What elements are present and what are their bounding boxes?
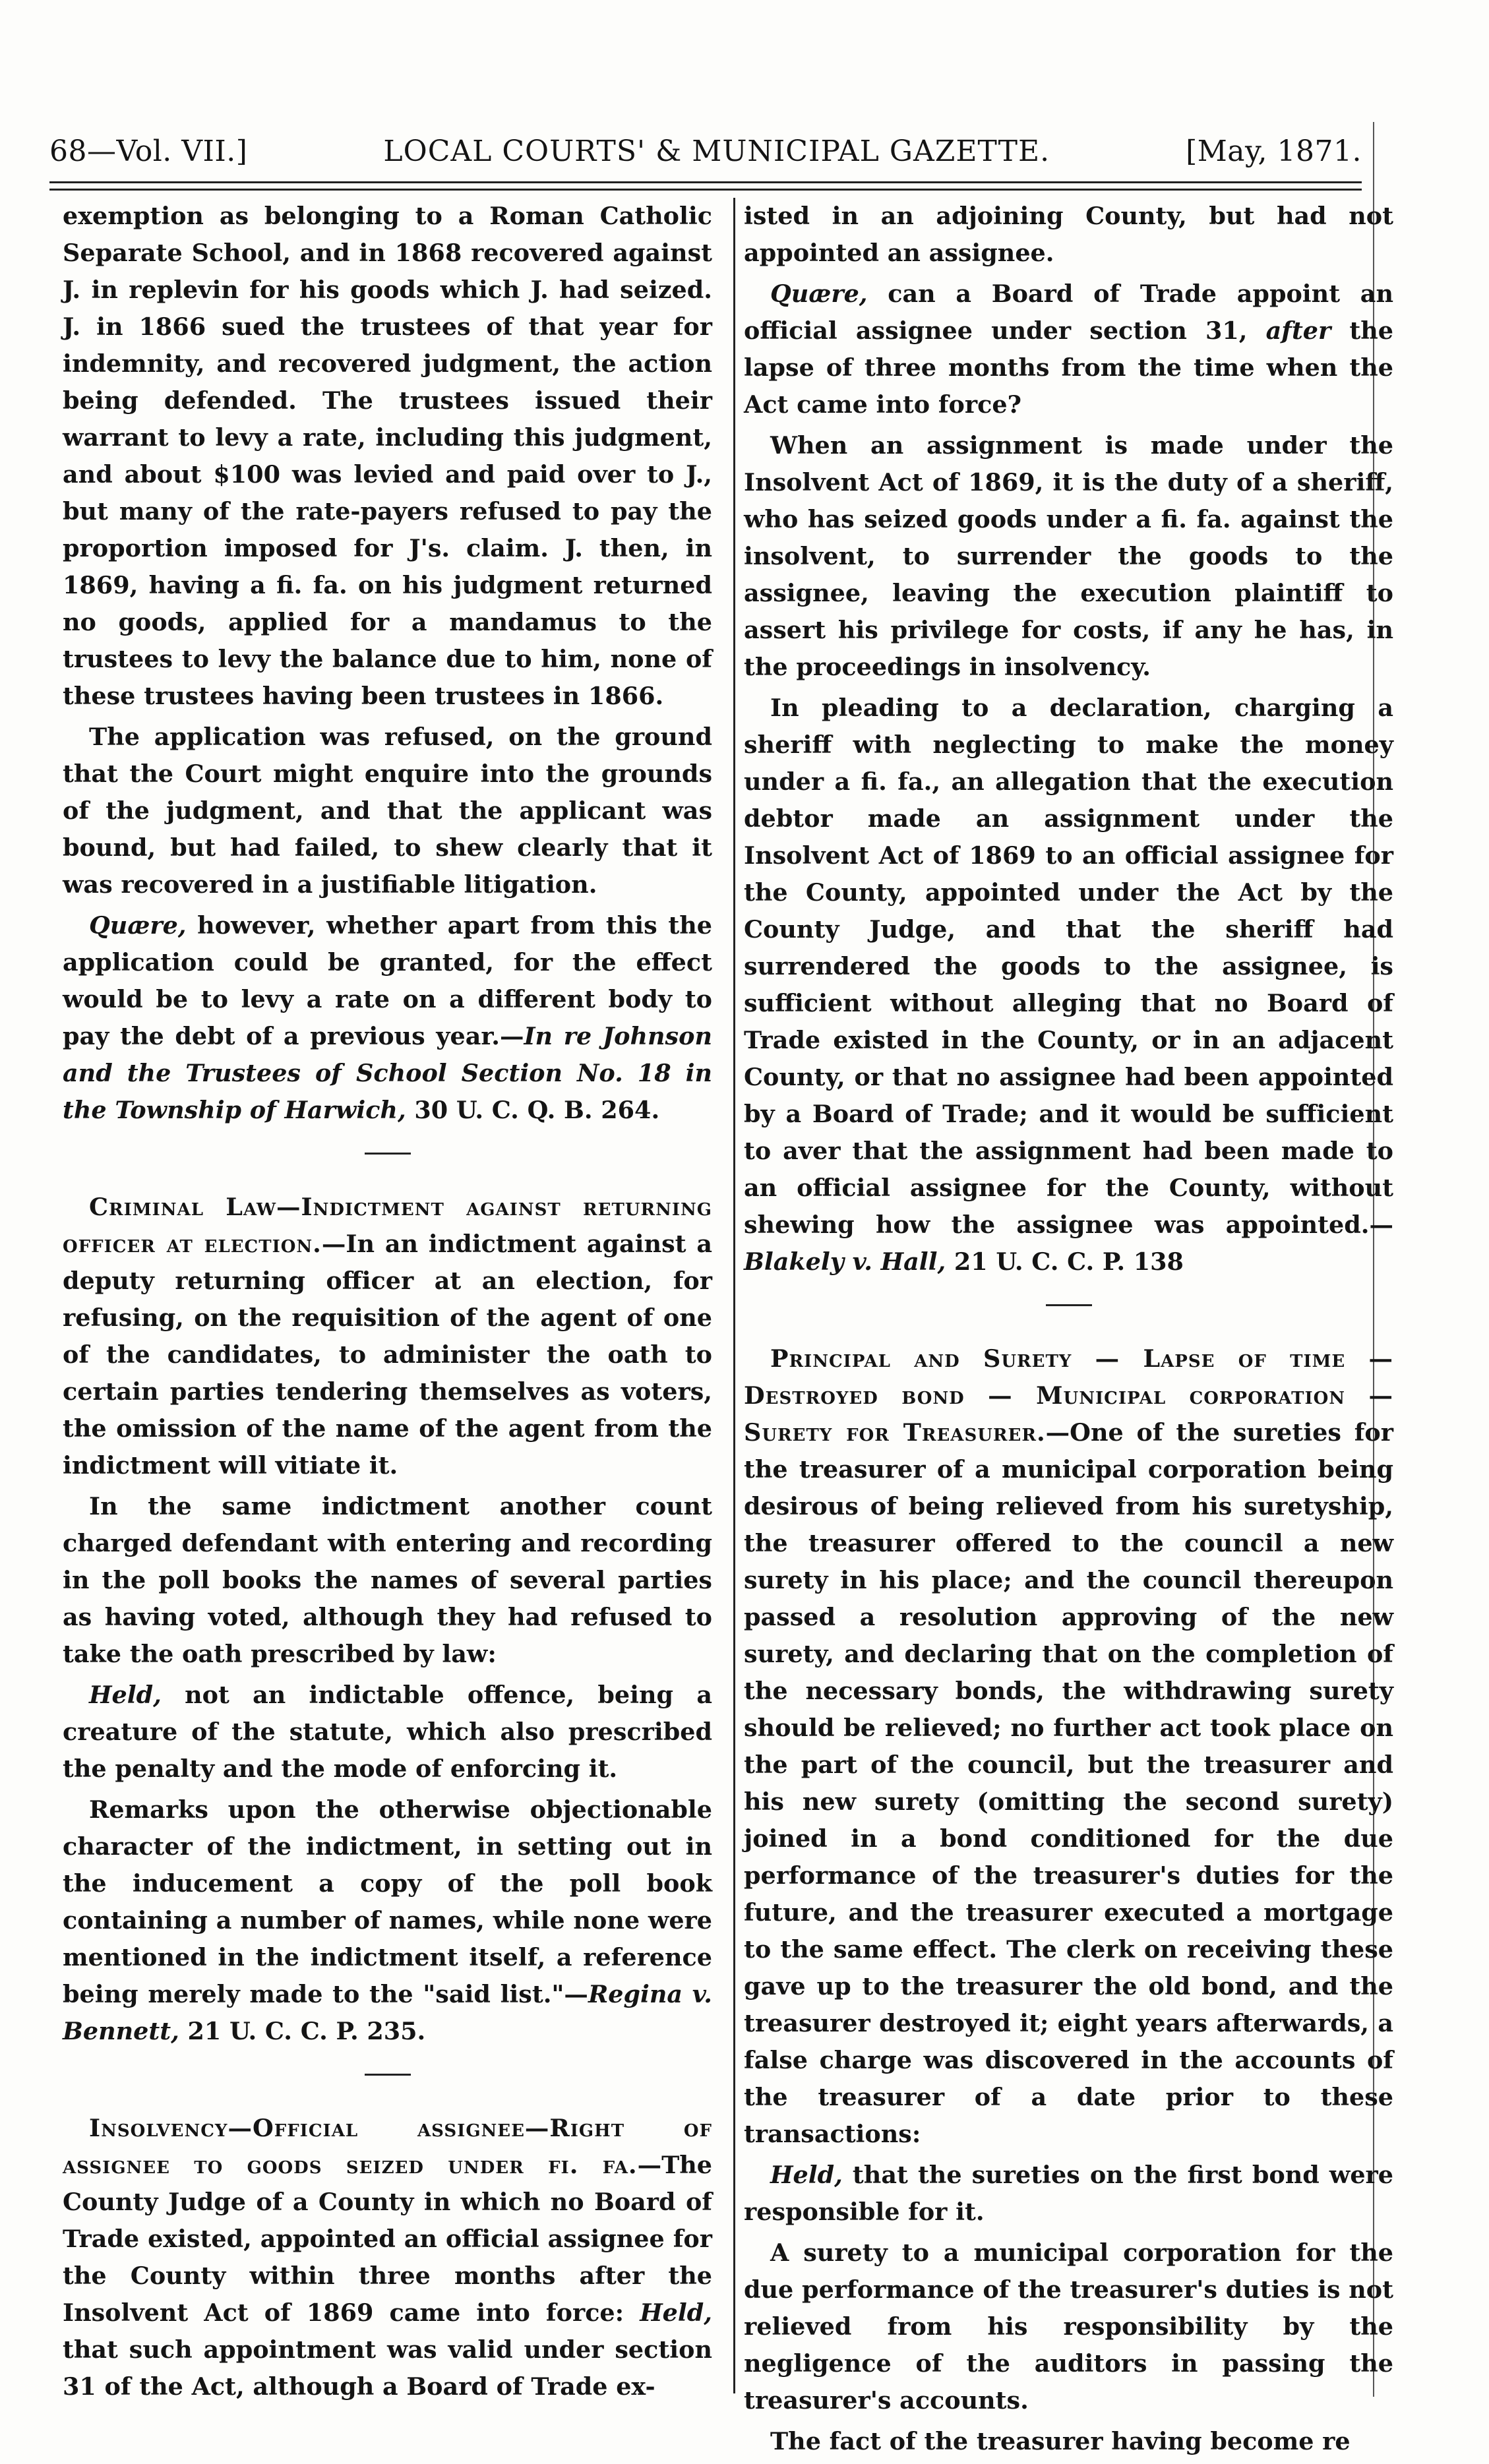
section-separator <box>365 2074 411 2076</box>
quaere-text-end: the lapse of three months from the time when the Act came into force? <box>744 316 1393 419</box>
held-term: Held, <box>770 2161 843 2189</box>
held-term: Held, <box>640 2299 712 2327</box>
quaere-term: Quære, <box>89 911 187 940</box>
right-quaere <box>744 276 1393 423</box>
quaere-text: however, whether apart from this the application could be granted, for the effect would be to levy a rate on a different body to pay the debt of a previous year.— <box>63 911 712 1050</box>
held-text: not an indictable offence, being a creature of the statute, which also prescribed the penalty and the mode of enforcing it. <box>63 1681 712 1783</box>
quaere-text: can a Board of Trade appoint an official assignee under section 31, <box>744 280 1393 345</box>
journal-title: LOCAL COURTS' & MUNICIPAL GAZETTE. <box>383 135 1050 168</box>
section-separator <box>365 1153 411 1155</box>
page-number: 68—Vol. VII.] <box>49 135 248 168</box>
surety-paragraph-4: The fact of the treasurer having become re <box>770 2427 1351 2455</box>
case-reporter: 30 U. C. Q. B. 264. <box>406 1096 660 1124</box>
pleading-text: In pleading to a declaration, charging a sheriff with neglecting to make the money under a fi. fa., an allegation that the execution debtor made an assignment under the Insolvent Act of 1869 to an official assignee for the County, appointed under the Act by the County Judge, and that the sheriff had surrendered the goods to the assignee, is sufficient without alleging that no Board of Trade existed in the County, or in an adjacent County, or that no assignee had been appointed by a Board of Trade; and it would be sufficient to aver that the assignment had been made to an official assignee for the County, without shewing how the assignee was appointed.— <box>744 694 1393 1239</box>
surety-text: —One of the sureties for the treasurer of a municipal corporation being desirous of being relieved from his suretyship, the treasurer offered to the council a new surety in his place; and the council thereupon passed a resolution approving of the new surety, and declaring that on the completion of the necessary bonds, the withdrawing surety should be relieved; no further act took place on the part of the council, but the treasurer and his new surety (omitting the second surety) joined in a bond conditioned for the due performance of the treasurer's duties for the future, and the treasurer executed a mortgage to the same effect. The clerk on receiving these gave up to the treasurer the old bond, and the treasurer destroyed it; eight years afterwards, a false charge was discovered in the accounts of the treasurer of a date prior to these transactions: <box>744 1418 1393 2148</box>
criminal-law-paragraph <box>63 1189 712 1484</box>
issue-date: [May, 1871. <box>1186 135 1362 168</box>
held-term: Held, <box>89 1681 162 1709</box>
case-citation: Blakely v. Hall, <box>744 1247 946 1276</box>
surety-paragraph-3: A surety to a municipal corporation for the due performance of the treasurer's duties is not relieved from his responsibility by the negligence of the auditors in passing the treasurer's accounts. <box>744 2239 1393 2415</box>
left-paragraph-3 <box>63 907 712 1129</box>
column-divider <box>733 198 735 2393</box>
left-paragraph-2: The application was refused, on the ground that the Court might enquire into the grounds of the judgment, and that the applicant was bound, but had failed, to shew clearly that it was recovered in a justifiable litigation. <box>63 723 712 899</box>
criminal-law-paragraph-2: In the same indictment another count charged defendant with entering and recording in the poll books the names of several parties as having voted, although they had refused to take the oath prescribed by law: <box>63 1492 712 1668</box>
criminal-law-remarks <box>63 1791 712 2050</box>
insolvency-text: —The County Judge of a County in which no Board of Trade existed, appointed an official assignee for the County within three months after the Insolvent Act of 1869 came into force: <box>63 2151 712 2327</box>
case-citation: In re Johnson and the Trustees of School Section No. 18 in the Township of Harwich, <box>63 1022 712 1124</box>
section-heading-insolvency: Insolvency—Official assignee—Right of assignee to goods seized under fi. fa. <box>63 2114 712 2179</box>
right-paragraph-4 <box>744 690 1393 1280</box>
remarks-text: Remarks upon the otherwise objectionable character of the indictment, in setting out in the inducement a copy of the poll book containing a number of names, while none were mentioned in the indictment itself, a reference being merely made to the "said list."— <box>63 1795 712 2008</box>
header-rule-bottom <box>49 189 1362 191</box>
section-heading-criminal-law: Criminal Law—Indictment against returning officer at election. <box>63 1193 712 1258</box>
left-paragraph-1: exemption as belonging to a Roman Catholic Separate School, and in 1868 recovered against J. in replevin for his goods which J. had seized. J. in 1866 sued the trustees of that year for indemnity, and recovered judgment, the action being defended. The trustees issued their warrant to levy a rate, including this judgment, and about $100 was levied and paid over to J., but many of the rate-payers refused to pay the proportion imposed for J's. claim. J. then, in 1869, having a fi. fa. on his judgment returned no goods, applied for a mandamus to the trustees to levy the balance due to him, none of these trustees having been trustees in 1866. <box>63 202 712 710</box>
quaere-term: Quære, <box>770 280 868 308</box>
criminal-law-held <box>63 1677 712 1788</box>
section-separator <box>1046 1304 1092 1306</box>
criminal-law-text: —In an indictment against a deputy returning officer at an election, for refusing, on the requisition of the agent of one of the candidates, to administer the oath to certain parties tendering themselves as voters, the omission of the name of the agent from the indictment will vitiate it. <box>63 1230 712 1480</box>
right-column <box>744 198 1393 2464</box>
insolvency-paragraph <box>63 2110 712 2405</box>
surety-held <box>744 2157 1393 2231</box>
right-paragraph-1: isted in an adjoining County, but had not appointed an assignee. <box>744 202 1393 267</box>
held-text: that the sureties on the first bond were responsible for it. <box>744 2161 1393 2226</box>
right-paragraph-3: When an assignment is made under the Insolvent Act of 1869, it is the duty of a sheriff, who has seized goods under a fi. fa. against the insolvent, to surrender the goods to the assignee, leaving the execution plaintiff to assert his privilege for costs, if any he has, in the proceedings in insolvency. <box>744 431 1393 681</box>
left-column <box>63 198 712 2409</box>
insolvency-text-end: that such appointment was valid under section 31 of the Act, although a Board of Trade ex- <box>63 2335 712 2401</box>
case-reporter: 21 U. C. C. P. 138 <box>946 1247 1184 1276</box>
emphasis-after: after <box>1265 316 1331 345</box>
surety-paragraph <box>744 1340 1393 2153</box>
case-reporter: 21 U. C. C. P. 235. <box>179 2017 426 2045</box>
section-heading-principal-surety: Principal and Surety — Lapse of time — Destroyed bond — Municipal corporation — Surety for Treasurer. <box>744 1344 1393 1447</box>
header-rule-top <box>49 181 1362 183</box>
case-citation: Regina v. Bennett, <box>63 1980 712 2045</box>
page-header <box>49 115 1362 168</box>
